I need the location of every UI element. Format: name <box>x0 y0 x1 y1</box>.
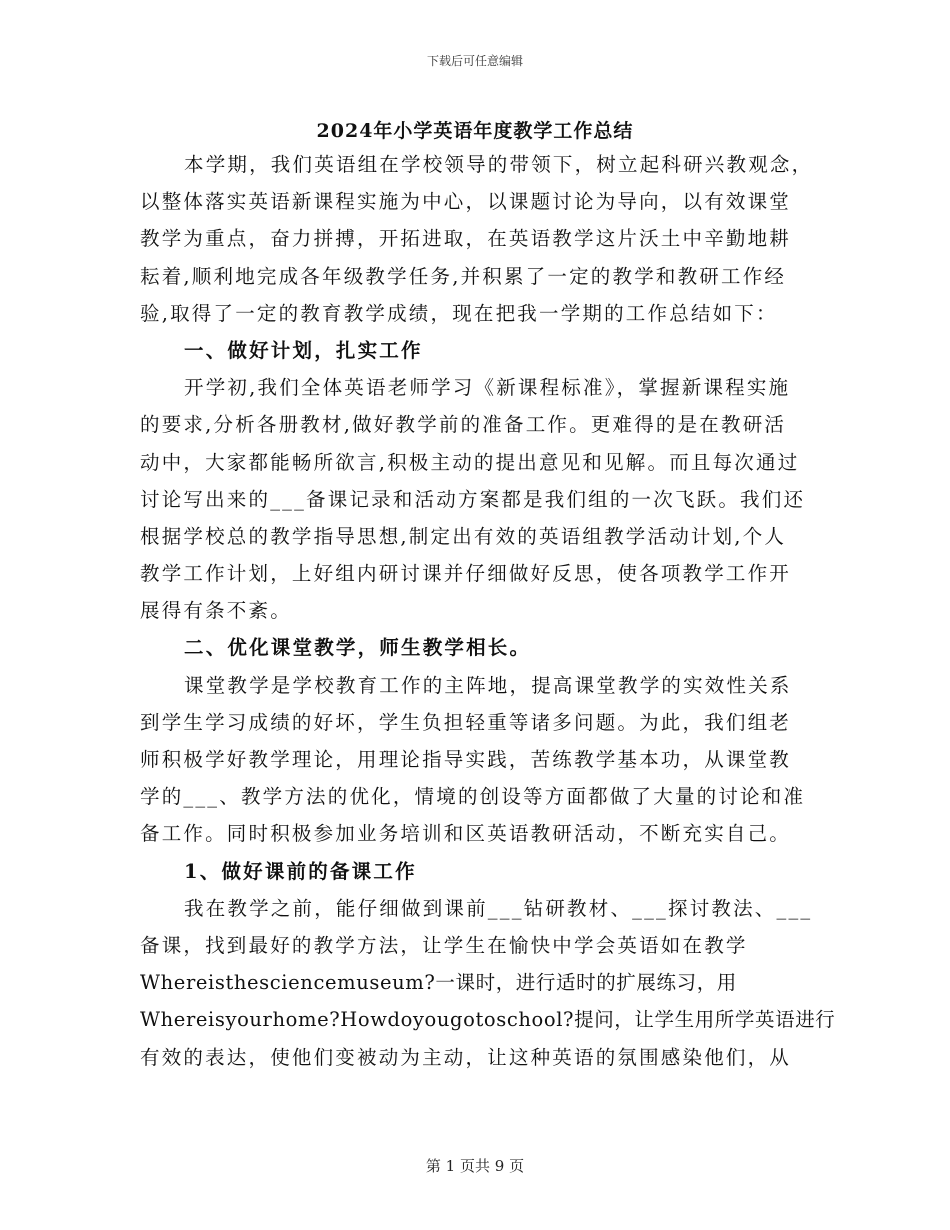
document-title: 2024年小学英语年度教学工作总结 <box>316 120 634 142</box>
paragraph-line: 展得有条不紊。 <box>140 599 292 623</box>
page-number: 第 1 页共 9 页 <box>425 1157 525 1175</box>
paragraph-line: 讨论写出来的___备课记录和活动方案都是我们组的一次飞跃。我们还 <box>140 487 806 511</box>
paragraph-line: 以整体落实英语新课程实施为中心，以课题讨论为导向，以有效课堂 <box>140 190 792 214</box>
paragraph-line: 我在教学之前，能仔细做到课前___钻研教材、___探讨教法、___ <box>184 896 813 920</box>
paragraph-line: Whereisyourhome?Howdoyougotoschool?提问，让学生用所学英语进行 <box>140 1008 836 1032</box>
paragraph-line: 备课，找到最好的教学方法，让学生在愉快中学会英语如在教学 <box>140 933 748 957</box>
paragraph-line: 开学初,我们全体英语老师学习《新课程标准》，掌握新课程实施 <box>184 376 791 400</box>
subsection-heading: 1、做好课前的备课工作 <box>184 859 417 883</box>
paragraph-line: 根据学校总的教学指导思想,制定出有效的英语组教学活动计划,个人 <box>140 524 787 548</box>
paragraph-line: 验,取得了一定的教育教学成绩，现在把我一学期的工作总结如下： <box>140 301 778 325</box>
paragraph-line: 师积极学好教学理论，用理论指导实践，苦练教学基本功，从课堂教 <box>140 748 792 771</box>
paragraph-line: 学的___、教学方法的优化，情境的创设等方面都做了大量的讨论和准 <box>140 785 806 809</box>
section-heading: 二、优化课堂教学，师生教学相长。 <box>184 636 532 660</box>
paragraph-line: 的要求,分析各册教材,做好教学前的准备工作。更难得的是在教研活 <box>140 413 787 437</box>
paragraph-line: 本学期，我们英语组在学校领导的带领下，树立起科研兴教观念， <box>184 153 814 176</box>
paragraph-line: 耘着,顺利地完成各年级教学任务,并积累了一定的教学和教研工作经 <box>140 264 787 288</box>
paragraph-line: Whereisthesciencemuseum?一课时，进行适时的扩展练习，用 <box>140 971 737 995</box>
paragraph-line: 课堂教学是学校教育工作的主阵地，提高课堂教学的实效性关系 <box>184 673 792 697</box>
paragraph-line: 备工作。同时积极参加业务培训和区英语教研活动，不断充实自己。 <box>140 822 792 846</box>
paragraph-line: 教学为重点，奋力拼搏，开拓进取，在英语教学这片沃土中辛勤地耕 <box>140 227 792 251</box>
section-heading: 一、做好计划，扎实工作 <box>184 338 423 362</box>
header-note: 下载后可任意编辑 <box>426 54 523 68</box>
paragraph-line: 有效的表达，使他们变被动为主动，让这种英语的氛围感染他们，从 <box>140 1045 792 1069</box>
paragraph-line: 动中，大家都能畅所欲言,积极主动的提出意见和见解。而且每次通过 <box>140 450 800 474</box>
paragraph-line: 到学生学习成绩的好坏，学生负担轻重等诸多问题。为此，我们组老 <box>140 710 792 734</box>
document-body <box>140 146 836 1076</box>
paragraph-line: 教学工作计划，上好组内研讨课并仔细做好反思，使各项教学工作开 <box>140 562 792 586</box>
